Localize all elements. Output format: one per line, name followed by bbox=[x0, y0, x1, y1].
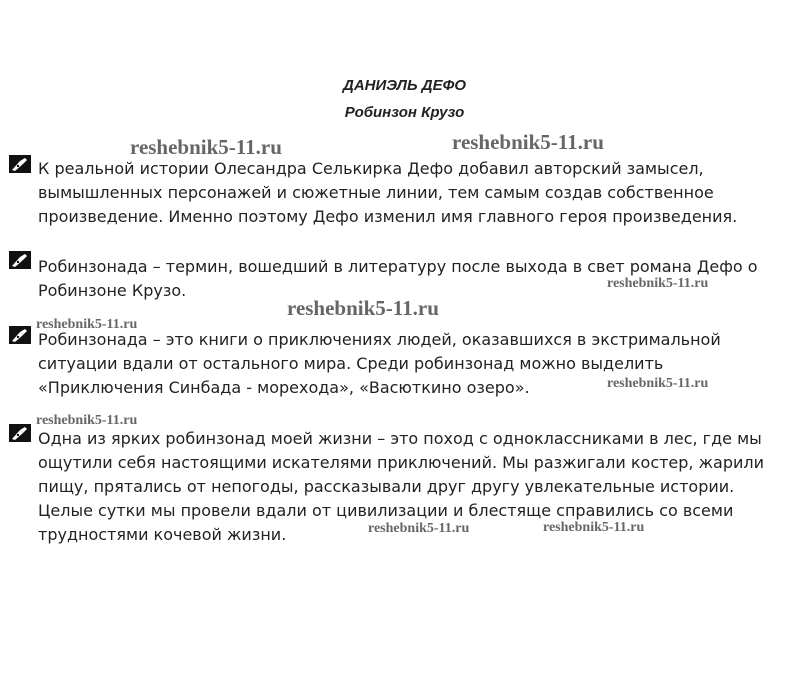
watermark: reshebnik5-11.ru bbox=[543, 520, 645, 535]
watermark: reshebnik5-11.ru bbox=[368, 521, 470, 536]
pen-nib-icon bbox=[9, 155, 31, 173]
watermark: reshebnik5-11.ru bbox=[36, 317, 138, 332]
paragraph-selkirk: К реальной истории Олесандра Селькирка Дефо добавил авторский замысел, вымышленных персонажей и сюжетные линии, тем самым создав собственное произведение. Именно поэтому Дефо изменил имя главного героя произведения. bbox=[38, 159, 738, 226]
watermark: reshebnik5-11.ru bbox=[607, 376, 709, 391]
watermark: reshebnik5-11.ru bbox=[607, 276, 709, 291]
pen-nib-icon bbox=[9, 326, 31, 344]
paragraph-personal-story: Одна из ярких робинзонад моей жизни – это поход с одноклассниками в лес, где мы ощутили себя настоящими искателями приключений. Мы разжигали костер, жарили пищу, прятались от непогоды, рассказывали друг другу увлекательные истории. Целые сутки мы провели вдали от цивилизации и блестяще справились со всеми трудностями кочевой жизни. bbox=[38, 429, 764, 544]
watermark: reshebnik5-11.ru bbox=[287, 296, 439, 320]
pen-nib-icon bbox=[9, 424, 31, 442]
paragraph-robinsonade-term: Робинзонада – термин, вошедший в литературу после выхода в свет романа Дефо о Робинзоне Крузо. bbox=[38, 257, 758, 300]
watermark: reshebnik5-11.ru bbox=[452, 130, 604, 154]
paragraph-robinsonade-definition: Робинзонада – это книги о приключениях людей, оказавшихся в экстримальной ситуации вдали от остального мира. Среди робинзонад можно выделить «Приключения Синбада - морехода», «Васюткино озеро». bbox=[38, 330, 721, 397]
pen-nib-icon bbox=[9, 251, 31, 269]
watermark: reshebnik5-11.ru bbox=[36, 413, 138, 428]
watermark: reshebnik5-11.ru bbox=[130, 135, 282, 159]
author-name: ДАНИЭЛЬ ДЕФО bbox=[342, 77, 466, 94]
document-header bbox=[0, 76, 809, 123]
work-title: Робинзон Крузо bbox=[344, 104, 465, 121]
